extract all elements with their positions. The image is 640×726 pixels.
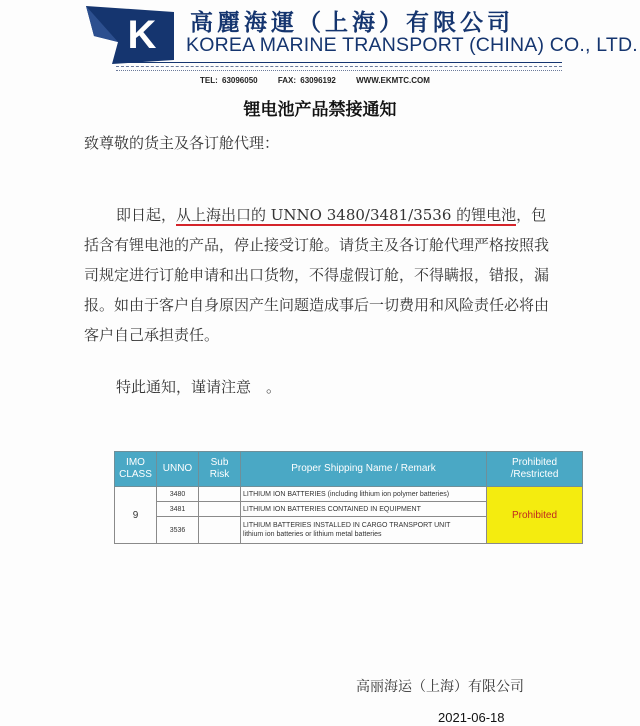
- company-logo: [84, 2, 176, 66]
- signature-date: 2021-06-18: [438, 710, 505, 725]
- company-name-cn: 高麗海運（上海）有限公司: [190, 9, 514, 36]
- header-unno: UNNO: [157, 452, 199, 487]
- shipping-name-text: LITHIUM BATTERIES INSTALLED IN CARGO TRANSPORT UNIT: [243, 522, 451, 529]
- shipping-name-cell: [241, 517, 487, 544]
- status-cell: Prohibited: [487, 487, 583, 544]
- shipping-name-cell: LITHIUM ION BATTERIES (including lithium ion polymer batteries): [241, 487, 487, 502]
- header-shipping-name: Proper Shipping Name / Remark: [241, 452, 487, 487]
- para-rest: ，包括含有锂电池的产品，停止接受订舱。请货主及各订舱代理严格按照我司规定进行订舱申请和出口货物，不得虚假订舱，不得瞒报，错报，漏报。如由于客户自身原因产生问题造成事后一切费用和风险责任必将由客户自己承担责任。: [84, 206, 550, 344]
- prohibited-cargo-table: [114, 451, 583, 544]
- fax-text: FAX: 63096192: [277, 76, 336, 85]
- table-header-row: [115, 452, 583, 487]
- closing-line: 特此通知，谨请注意 。: [116, 378, 282, 396]
- shipping-name-cell: LITHIUM ION BATTERIES CONTAINED IN EQUIPMENT: [241, 502, 487, 517]
- tel-text: TEL: 63096050: [200, 76, 258, 85]
- table-row: [115, 487, 583, 502]
- logo-letter: K: [127, 13, 157, 57]
- header-imo-class: IMO CLASS: [115, 452, 157, 487]
- highlighted-unno-text: 从上海出口的 UNNO 3480/3481/3536 的锂电池: [176, 206, 517, 224]
- header-sub-risk: Sub Risk: [199, 452, 241, 487]
- unno-cell: 3536: [157, 517, 199, 544]
- shipping-remark-text: lithium ion batteries or lithium metal batteries: [243, 531, 382, 538]
- sub-risk-cell: [199, 517, 241, 544]
- letterhead-rule: [116, 62, 562, 63]
- sub-risk-cell: [199, 502, 241, 517]
- website-text: WWW.EKMTC.COM: [356, 76, 430, 85]
- letterhead-rule-dotted: [116, 70, 562, 71]
- header-status: Prohibited /Restricted: [487, 452, 583, 487]
- notice-title: 锂电池产品禁接通知: [243, 100, 397, 120]
- greeting: 致尊敬的货主及各订舱代理：: [84, 134, 280, 152]
- sub-risk-cell: [199, 487, 241, 502]
- unno-cell: 3481: [157, 502, 199, 517]
- signature-company: 高丽海运（上海）有限公司: [356, 679, 524, 695]
- letterhead-rule-dashed: [116, 66, 562, 67]
- imo-class-cell: 9: [115, 487, 157, 544]
- contact-line: [200, 76, 446, 85]
- company-name-en: KOREA MARINE TRANSPORT (CHINA) CO., LTD.: [186, 34, 638, 56]
- unno-cell: 3480: [157, 487, 199, 502]
- para-prefix: 即日起，: [116, 206, 177, 224]
- notice-paragraph: [84, 200, 558, 350]
